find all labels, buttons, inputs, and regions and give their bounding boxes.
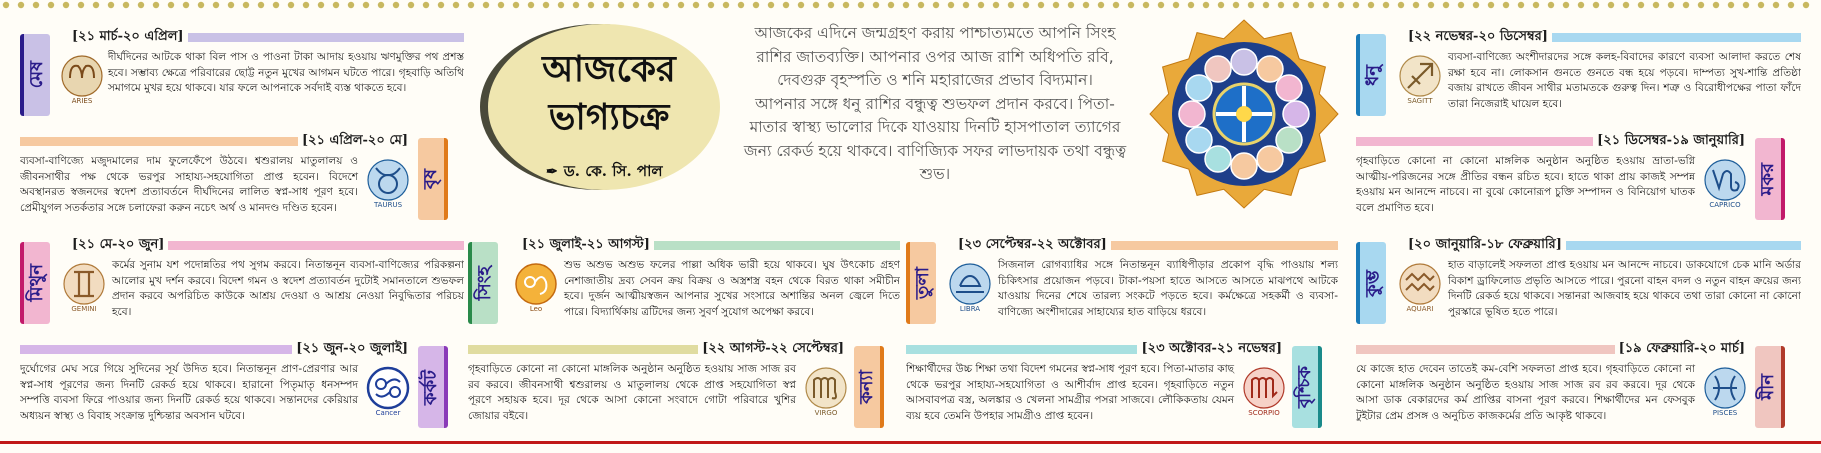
date-bar: [188, 33, 464, 42]
sign-date-row: [518, 234, 900, 256]
border-dot: [1338, 2, 1344, 8]
sign-text: যে কাজে হাত দেবেন তাতেই কম-বেশি সফলতা প্রাপ্ত হবে। গৃহবাড়িতে কোনো না কোনো মাঙ্গলিক অনুষ্ঠান অনুষ্ঠিত হওয়ায় সাজ সাজ রব রব করবে। দূর থেকে আসা ডাক বেকারদের কর্ম প্রাপ্তির বাসনা পূরণ করবে। শিক্ষার্থীদের মন ফেসবুক টুইটার প্রেম প্রসঙ্গ ও অনুচিত কাজকর্মের প্রতি আকৃষ্ট থাকবে।: [1356, 363, 1695, 422]
border-dot: [1023, 2, 1029, 8]
sign-date-row: [954, 234, 1338, 256]
sign-date: [২০ জানুয়ারি-১৮ ফেব্রুয়ারি]: [1408, 236, 1562, 252]
border-dot: [438, 2, 444, 8]
border-dot: [1533, 2, 1539, 8]
wheel-sign-mesh: [1231, 49, 1257, 75]
sign-name-box: [1755, 138, 1785, 220]
wheel-sign-brish: [1257, 56, 1283, 82]
border-dot: [1233, 2, 1239, 8]
title-line-2: ভাগ্যচক্র: [548, 96, 670, 138]
border-dot: [408, 2, 414, 8]
border-dot: [1203, 2, 1209, 8]
intro-paragraph-1: আজকের এদিনে জন্মগ্রহণ করায় পাশ্চাত্যমতে আপনি সিংহ রাশির জাতব্যক্তি। আপনার ওপর আজ রাশি অধিপতি রবি, দেবগুরু বৃহস্পতি ও শনি মহারাজের প্রভাব বিদ্যমান।: [754, 24, 1116, 89]
border-dot: [1608, 2, 1614, 8]
border-dot: [813, 2, 819, 8]
sign-name-box: [1755, 346, 1785, 428]
border-dot: [138, 2, 144, 8]
border-dot: [423, 2, 429, 8]
date-bar: [1566, 241, 1801, 250]
sign-date-row: [20, 338, 412, 360]
sign-name-box: [468, 242, 498, 324]
border-dot: [1428, 2, 1434, 8]
border-dot: [1128, 2, 1134, 8]
border-dot: [273, 2, 279, 8]
sign-text: ব্যবসা-বাণিজ্যে অংশীদারদের সঙ্গে কলহ-বিবাদের কারণে ব্যবসা আলাদা করতে শেষ রক্ষা হবে না। লোকসান গুনতে গুনতে বন্ধ হয়ে পড়বে। দাম্পত্য সুখ-শান্তি প্রতিষ্ঠা বজায় রাখতে জীবন সাথীর মতামতকে গুরুত্ব দিন। শত্রু ও বিরোধীপক্ষের পাতা ফাঁদে তারা নিজেরাই ঘায়েল হবে।: [1448, 51, 1801, 110]
border-dot: [258, 2, 264, 8]
border-dot: [1458, 2, 1464, 8]
border-dot: [1563, 2, 1569, 8]
sign-text: গৃহবাড়িতে কোনো না কোনো মাঙ্গলিক অনুষ্ঠান অনুষ্ঠিত হওয়ায় সাজ সাজ রব রব করবে। জীবনসাথী শ্বশুরালয় ও মাতুলালয় থেকে প্রাপ্ত সহযোগিতা স্বপ্ন পূরণে সহায়ক হবে। দূর থেকে আসা কোনো সংবাদে গোটা পরিবারে খুশির জোয়ার বইবে।: [468, 363, 796, 422]
dotted-border-top: [0, 0, 1821, 10]
border-dot: [123, 2, 129, 8]
border-dot: [993, 2, 999, 8]
border-dot: [843, 2, 849, 8]
date-bar: [468, 345, 698, 354]
border-dot: [1728, 2, 1734, 8]
border-dot: [318, 2, 324, 8]
sign-date: [১৯ ফেব্রুয়ারি-২০ মার্চ]: [1618, 340, 1745, 356]
border-dot: [93, 2, 99, 8]
border-dot: [918, 2, 924, 8]
sign-date: [২১ ডিসেম্বর-১৯ জানুয়ারি]: [1597, 132, 1745, 148]
border-dot: [798, 2, 804, 8]
sign-date: [২১ জুন-২০ জুলাই]: [296, 340, 408, 356]
sign-name-box: [20, 242, 50, 324]
date-bar: [906, 345, 1137, 354]
border-dot: [1638, 2, 1644, 8]
border-dot: [1308, 2, 1314, 8]
border-dot: [363, 2, 369, 8]
sign-date-row: [68, 26, 464, 48]
sign-leo: [468, 234, 900, 328]
bottom-rule: [0, 441, 1821, 444]
sign-taurus: [20, 130, 464, 224]
sign-date-row: [1404, 234, 1801, 256]
border-dot: [1353, 2, 1359, 8]
sign-date: [২১ মে-২০ জুন]: [72, 236, 165, 252]
wheel-sign-meen: [1205, 56, 1231, 82]
sign-date: [২১ মার্চ-২০ এপ্রিল]: [72, 28, 184, 44]
border-dot: [1443, 2, 1449, 8]
border-dot: [243, 2, 249, 8]
pen-nib-icon: ✒: [546, 164, 558, 180]
border-dot: [1698, 2, 1704, 8]
sign-date-row: [1356, 130, 1749, 152]
icon-caption: SAGITT: [1407, 97, 1433, 105]
border-dot: [333, 2, 339, 8]
border-dot: [768, 2, 774, 8]
border-dot: [1008, 2, 1014, 8]
border-dot: [183, 2, 189, 8]
sign-text: সিজনাল রোগব্যাধির সঙ্গে নিতান্তনূন ব্যাধিপীড়ার প্রকোপ বৃদ্ধি পাওয়ায় শল্য চিকিৎসার প্রয়োজন পড়বে। টাকা-পয়সা হাতে আসতে আসতে মাঝপথে আটকে যাওয়ায় দিনের শেষে তারল্য সংকটে পড়তে হবে। কর্মক্ষেত্রে সহকর্মী ও ব্যবসা-বাণিজ্যে অংশীদারের সাহায্যের হাত বাড়িয়ে ধরবে।: [998, 259, 1338, 318]
icon-caption: SCORPIO: [1248, 409, 1280, 417]
border-dot: [978, 2, 984, 8]
intro-paragraph-2: আপনার সঙ্গে ধনু রাশির বন্ধুত্ব শুভফল প্রদান করবে। পিতা-মাতার স্বাস্থ্য ভালোর দিকে যাওয়ায় দিনটি হাসপাতাল ত্যাগের জন্য রেকর্ড হয়ে থাকবে। বাণিজ্যিক সফর লাভদায়ক তথা বন্ধুত্ব শুভ।: [743, 94, 1127, 183]
border-dot: [378, 2, 384, 8]
border-dot: [1518, 2, 1524, 8]
sign-name-box: [1292, 346, 1322, 428]
sign-name: বৃষ: [420, 169, 441, 189]
wheel-sign-singha: [1276, 127, 1302, 153]
border-dot: [453, 2, 459, 8]
border-dot: [603, 2, 609, 8]
border-dot: [1263, 2, 1269, 8]
border-dot: [1713, 2, 1719, 8]
sign-scorpio: [906, 338, 1338, 438]
sign-name-box: [418, 138, 448, 220]
border-dot: [1158, 2, 1164, 8]
wheel-sign-brishchik: [1205, 146, 1231, 172]
border-dot: [1623, 2, 1629, 8]
author-byline: [546, 160, 696, 185]
wheel-sign-mithun: [1276, 75, 1302, 101]
border-dot: [1788, 2, 1794, 8]
sign-pisces: [1356, 338, 1801, 438]
wheel-sign-kumbha: [1186, 75, 1212, 101]
scorpio-icon: [1240, 364, 1288, 418]
sign-name-box: [906, 242, 936, 324]
border-dot: [558, 2, 564, 8]
border-dot: [1548, 2, 1554, 8]
border-dot: [18, 2, 24, 8]
sign-text: দীর্ঘদিনের আটকে থাকা বিল পাস ও পাওনা টাকা আদায় হওয়ায় ঋণমুক্তির পথ প্রশস্ত হবে। সম্ভাব্য ক্ষেত্রে পরিবারের ছোট্ট নতুন মুখের আগমন ঘটতে পারে। গৃহবাড়ি অতিথি সমাগমে মুখর হয়ে থাকবে। যার ফলে আপনাকে সর্বদাই ব্যস্ত থাকতে হবে।: [108, 51, 464, 94]
icon-caption: LIBRA: [959, 305, 981, 313]
border-dot: [228, 2, 234, 8]
sign-text: গৃহবাড়িতে কোনো না কোনো মাঙ্গলিক অনুষ্ঠান অনুষ্ঠিত হওয়ায় ভ্রাতা-ভগ্নি আত্মীয়-পরিজনের সঙ্গে প্রীতির বন্ধন রচিত হবে। হাতে থাকা প্রায় কাজই সম্পন্ন হওয়ায় মন আনন্দে নাচবে। না বুঝে কোনোরূপ চুক্তি সম্পাদন ও বিনিয়োগ ঘাতক বলে প্রমাণিত হবে।: [1356, 155, 1695, 214]
pisces-icon: [1701, 364, 1749, 418]
border-dot: [303, 2, 309, 8]
wheel-sign-makar: [1179, 101, 1205, 127]
sign-sagittarius: [1356, 26, 1801, 120]
sign-date: [২২ নভেম্বর-২০ ডিসেম্বর]: [1408, 28, 1548, 44]
border-dot: [1068, 2, 1074, 8]
sign-aquarius: [1356, 234, 1801, 328]
border-dot: [1488, 2, 1494, 8]
sign-date-row: [906, 338, 1286, 360]
border-dot: [1113, 2, 1119, 8]
sign-name: মিথুন: [26, 264, 47, 302]
sign-date: [২১ এপ্রিল-২০ মে]: [301, 132, 408, 148]
date-bar: [168, 241, 464, 250]
border-dot: [693, 2, 699, 8]
border-dot: [873, 2, 879, 8]
border-dot: [1473, 2, 1479, 8]
border-dot: [1398, 2, 1404, 8]
sign-text: দুর্ঘোগের মেঘ সরে গিয়ে সুদিনের সূর্য উদিত হবে। নিতান্তনূন প্রাণ-প্রেরণার আর স্বপ্ন-সাধ পূরণের জন্য দিনটি রেকর্ড হয়ে থাকবে। হারানো পিতৃমাতৃ ধনসম্পদ সম্পত্তি ব্যবসা ফিরে পাওয়ার জন্য দিনটি রেকর্ড হয়ে থাকবে। সন্তানদের কেরিয়ার অধ্যয়ন স্বাস্থ্য ও বিবাহ সংক্রান্ত দুশ্চিন্তার অবসান ঘটবে।: [20, 363, 358, 422]
border-dot: [678, 2, 684, 8]
virgo-icon: [802, 364, 850, 418]
border-dot: [1683, 2, 1689, 8]
aries-icon: [58, 52, 106, 106]
sign-date: [২৩ অক্টোবর-২১ নভেম্বর]: [1141, 340, 1282, 356]
border-dot: [1413, 2, 1419, 8]
border-dot: [963, 2, 969, 8]
border-dot: [468, 2, 474, 8]
border-dot: [1503, 2, 1509, 8]
sign-date-row: [68, 234, 464, 256]
border-dot: [723, 2, 729, 8]
sign-date: [২৩ সেপ্টেম্বর-২২ অক্টোবর]: [958, 236, 1107, 252]
border-dot: [933, 2, 939, 8]
date-bar: [20, 345, 292, 354]
border-dot: [948, 2, 954, 8]
border-dot: [528, 2, 534, 8]
sign-name: সিংহ: [474, 265, 495, 301]
wheel-sign-karkat: [1283, 101, 1309, 127]
border-dot: [213, 2, 219, 8]
date-bar: [654, 241, 900, 250]
capricorn-icon: [1701, 156, 1749, 210]
border-dot: [888, 2, 894, 8]
border-dot: [1188, 2, 1194, 8]
sign-virgo: [468, 338, 900, 438]
sign-libra: [906, 234, 1338, 328]
border-dot: [543, 2, 549, 8]
border-dot: [1773, 2, 1779, 8]
sign-date-row: [1404, 26, 1801, 48]
border-dot: [738, 2, 744, 8]
border-dot: [648, 2, 654, 8]
cancer-icon: [364, 364, 412, 418]
border-dot: [573, 2, 579, 8]
border-dot: [498, 2, 504, 8]
libra-icon: [946, 260, 994, 314]
sign-date: [২২ আগস্ট-২২ সেপ্টেম্বর]: [702, 340, 844, 356]
border-dot: [1218, 2, 1224, 8]
sign-cancer: [20, 338, 464, 438]
border-dot: [663, 2, 669, 8]
border-dot: [3, 2, 9, 8]
border-dot: [588, 2, 594, 8]
date-bar: [1356, 137, 1593, 146]
border-dot: [1143, 2, 1149, 8]
border-dot: [1758, 2, 1764, 8]
border-dot: [1578, 2, 1584, 8]
border-dot: [858, 2, 864, 8]
sign-name: তুলা: [912, 266, 933, 300]
border-dot: [513, 2, 519, 8]
border-dot: [153, 2, 159, 8]
sign-gemini: [20, 234, 464, 328]
sign-name: মেষ: [26, 61, 47, 89]
border-dot: [1053, 2, 1059, 8]
sign-name: মীন: [1757, 374, 1778, 400]
border-dot: [288, 2, 294, 8]
border-dot: [1083, 2, 1089, 8]
border-dot: [618, 2, 624, 8]
border-dot: [828, 2, 834, 8]
sign-text: শিক্ষার্থীদের উচ্চ শিক্ষা তথা বিদেশ গমনের স্বপ্ন-সাধ পূরণ হবে। পিতা-মাতার কাছ থেকে ভরপুর সাহায্য-সহযোগিতা ও আশীর্বাদ প্রাপ্ত হবেন। গৃহবাড়িতে নতুন আসবাবপত্র বস্ত্র, অলঙ্কার ও খেলনা সামগ্রীর পসরা সাজবে। লৌকিকতায় যেমন ব্যয় হবে তেমনি উপহার সামগ্রীও প্রাপ্ত হবেন।: [906, 363, 1234, 422]
border-dot: [1668, 2, 1674, 8]
icon-caption: ARIES: [71, 97, 93, 105]
border-dot: [633, 2, 639, 8]
border-dot: [198, 2, 204, 8]
sign-text: ব্যবসা-বাণিজ্যে মজুদমালের দাম ফুলেফেঁপে উঠবে। শ্বশুরালয় মাতুলালয় ও জীবনসাথীর পক্ষ থেকে ভরপুর সাহায্য-সহযোগিতা প্রাপ্ত হবেন। বিদেশে অবস্থানরত স্বজনদের স্বদেশ প্রত্যাবর্তনে দীর্ঘদিনের লালিত স্বপ্ন-সাধ পূরণ হবে। প্রেমীযুগল সতর্কতার সঙ্গে চলাফেরা করুন নচেৎ অর্থ ও মানদণ্ড দণ্ডিত হবেন।: [20, 155, 358, 214]
author-name: ড. কে. সি. পাল: [563, 162, 663, 180]
zodiac-wheel-icon: [1148, 18, 1340, 210]
taurus-icon: [364, 156, 412, 210]
border-dot: [1653, 2, 1659, 8]
sign-name: কুম্ভ: [1362, 269, 1383, 297]
border-dot: [1803, 2, 1809, 8]
sign-name: কন্যা: [856, 370, 877, 404]
icon-caption: VIRGO: [814, 409, 838, 417]
sign-aries: [20, 26, 464, 120]
sign-name-box: [20, 34, 50, 116]
intro-text: [742, 22, 1128, 187]
date-bar: [1111, 241, 1338, 250]
border-dot: [1593, 2, 1599, 8]
sign-date-row: [468, 338, 848, 360]
date-bar: [20, 137, 298, 146]
icon-caption: PISCES: [1712, 409, 1738, 417]
border-dot: [108, 2, 114, 8]
sign-name-box: [854, 346, 884, 428]
border-dot: [483, 2, 489, 8]
border-dot: [78, 2, 84, 8]
sign-date-row: [1356, 338, 1749, 360]
gemini-icon: [60, 260, 108, 314]
title-block: [476, 22, 738, 198]
border-dot: [1098, 2, 1104, 8]
border-dot: [348, 2, 354, 8]
leo-icon: [512, 260, 560, 314]
border-dot: [1038, 2, 1044, 8]
sign-name-box: [1356, 242, 1386, 324]
border-dot: [1248, 2, 1254, 8]
border-dot: [783, 2, 789, 8]
border-dot: [48, 2, 54, 8]
sign-name: কর্কট: [420, 369, 441, 405]
border-dot: [1743, 2, 1749, 8]
sign-name: বৃশ্চিক: [1294, 365, 1315, 409]
border-dot: [708, 2, 714, 8]
sagittarius-icon: [1396, 52, 1444, 106]
title-line-1: আজকের: [542, 48, 676, 90]
icon-caption: GEMINI: [71, 305, 97, 313]
border-dot: [393, 2, 399, 8]
icon-caption: TAURUS: [373, 201, 403, 209]
border-dot: [168, 2, 174, 8]
border-dot: [63, 2, 69, 8]
border-dot: [1323, 2, 1329, 8]
sign-text: শুভ অশুভ অশুভ ফলের পাল্লা অধিক ভারী হয়ে থাকবে। ঘুষ উৎকোচ গ্রহণ নেশাজাতীয় দ্রব্য সেবন ক্রয় বিক্রয় ও অস্ত্রশস্ত্র বহন থেকে বিরত থাকা সমীচীন হবে। দুর্জন আত্মীয়স্বজন আপনার সুখের সংসারে অশান্তির অনল জ্বেলে দিতে পারে। বিদ্যার্থিকায় ত্রটিদের জন্য সুবর্ণ সুযোগ অপেক্ষা করবে।: [564, 259, 900, 318]
icon-caption: CAPRICO: [1709, 201, 1741, 209]
date-bar: [1552, 33, 1801, 42]
sign-capricorn: [1356, 130, 1801, 224]
sign-text: কর্মের সুনাম যশ পদোন্নতির পথ সুগম করবে। নিতান্তনূন ব্যবসা-বাণিজ্যের পরিকল্পনা আলোর মুখ দর্শন করবে। বিদেশ গমন ও স্বদেশ প্রত্যাবর্তন দুটোই সমানতালে শুভফল প্রদান করবে অপরিচিত কাউকে আশ্রয় দেওয়া ও আশ্রয় নেওয়া নিবুদ্ধিতার পরিচয় হবে।: [112, 259, 464, 318]
border-dot: [1368, 2, 1374, 8]
wheel-sign-tula: [1231, 153, 1257, 179]
border-dot: [1278, 2, 1284, 8]
icon-caption: Cancer: [375, 409, 401, 417]
border-dot: [1383, 2, 1389, 8]
wheel-sign-kanya: [1257, 146, 1283, 172]
date-bar: [1356, 345, 1615, 354]
border-dot: [1173, 2, 1179, 8]
wheel-sign-dhanu: [1186, 127, 1212, 153]
icon-caption: Leo: [529, 305, 543, 313]
border-dot: [753, 2, 759, 8]
icon-caption: AQUARI: [1406, 305, 1434, 313]
sign-name: ধনু: [1362, 64, 1383, 86]
border-dot: [33, 2, 39, 8]
sign-date: [২১ জুলাই-২১ আগস্ট]: [522, 236, 650, 252]
sign-name: মকর: [1757, 162, 1778, 196]
aquarius-icon: [1396, 260, 1444, 314]
sign-name-box: [418, 346, 448, 428]
border-dot: [1293, 2, 1299, 8]
sign-name-box: [1356, 34, 1386, 116]
border-dot: [903, 2, 909, 8]
sign-text: হাত বাড়ালেই সফলতা প্রাপ্ত হওয়ায় মন আনন্দে নাচবে। ডাকযোগে চেক মানি অর্ডার বিকাশ ড্রাফিলোড প্রভৃতি আসতে পারে। পুরনো বাহন বদল ও নতুন বাহন ক্রয়ের জন্য দিনটি রেকর্ড হয়ে থাকবে। সন্তানরা আজবাহ হয়ে থাকবে তথা তারা কোনো না কোনো পুরস্কারে ভূষিত হতে পারে।: [1448, 259, 1801, 318]
sign-date-row: [20, 130, 412, 152]
